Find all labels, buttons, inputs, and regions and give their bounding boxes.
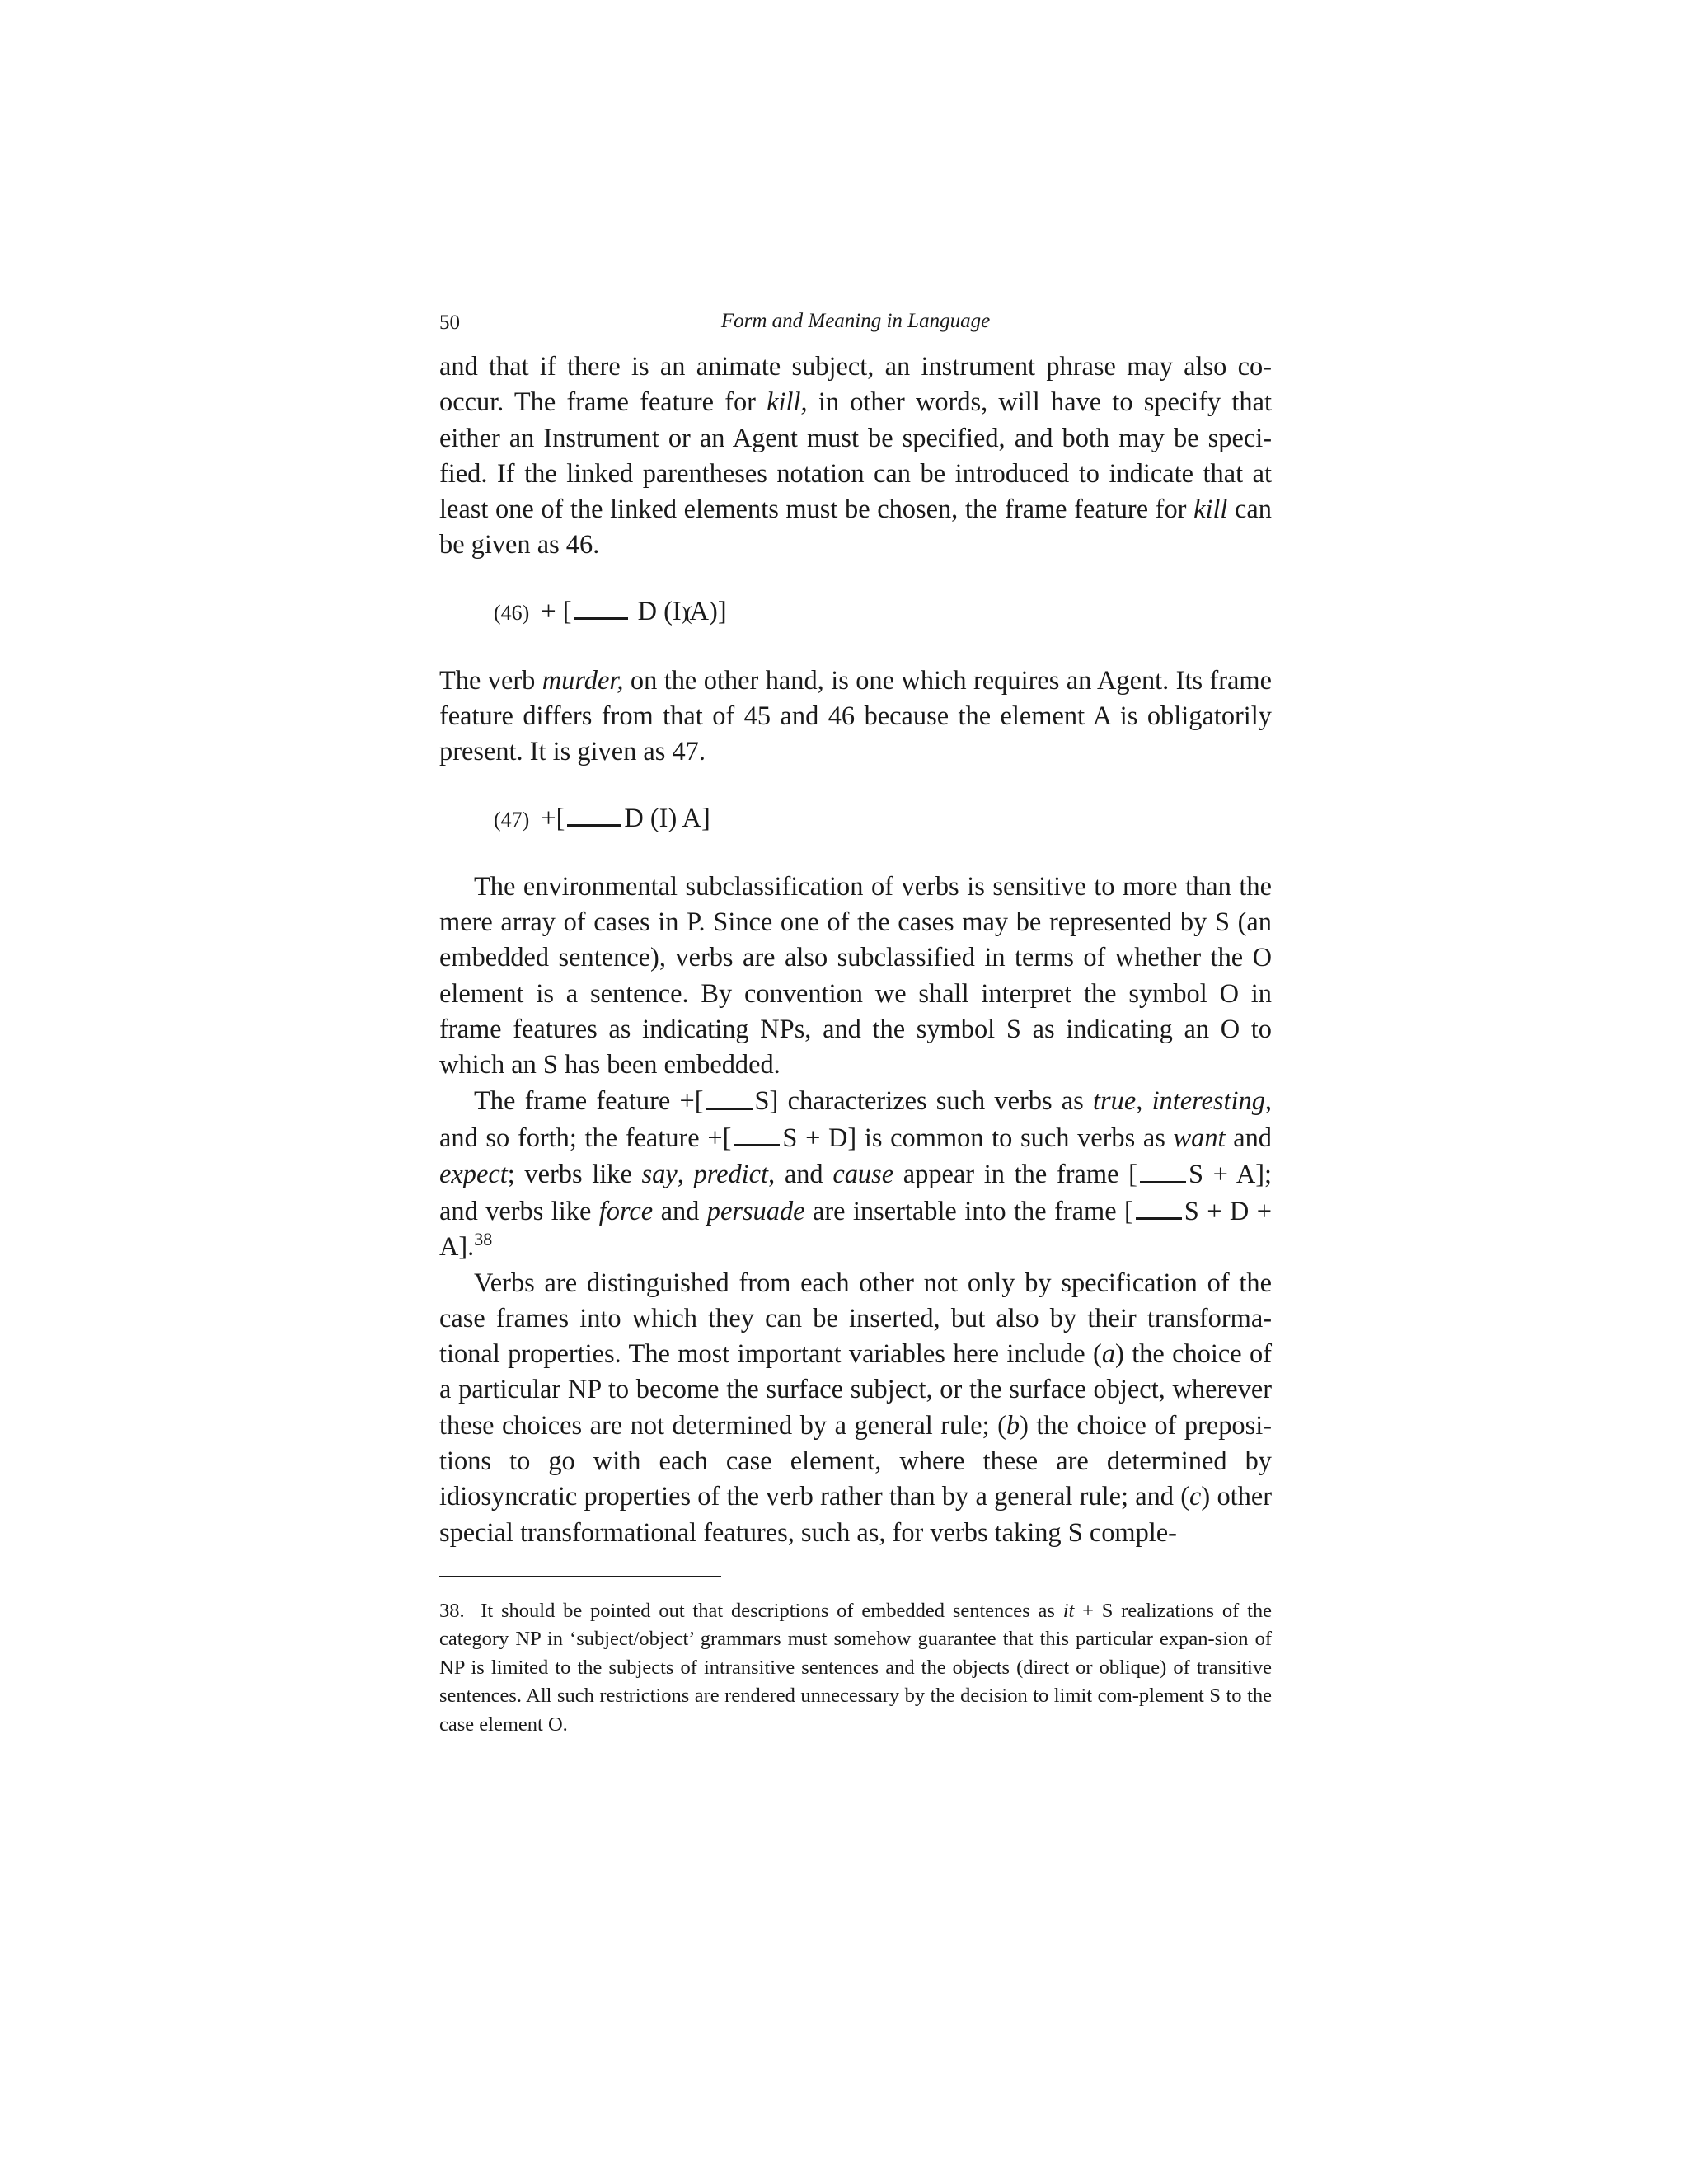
body-text [439,349,1272,1551]
linked-parentheses: )( [681,602,690,625]
term-murder: murder, [542,665,624,696]
paragraph-5: Verbs are distinguished from each other not only by specification of the case frames into which they can be inserted, but also by their transforma-tional properties. The most important variables here include (a) the choice of a particular NP to become the surface subject, or the surface object, wherever these choices are not determined by a general rule; (b) the choice of preposi-tions to go with each case element, where these are determined by idiosyncratic properties of the verb rather than by a general rule; and (c) other special transformational features, such as, for verbs taking S comple- [439,1268,1273,1548]
paragraph-4: The frame feature +[ S] characterizes such verbs as true, interesting, and so forth; the feature +[ S + D] is common to such verbs as want and expect; verbs like say, predict, and cause appear in the frame [ S + A]; and verbs like force and persuade are insertable into the frame [ S + D + A].$^{38}$ [439,1083,1272,1265]
example-number: (46) [494,600,530,625]
footnote-divider [439,1576,721,1577]
example-number: (47) [494,807,530,832]
frame-blank [574,593,628,620]
footnote-reference[interactable]: 38 [474,1229,493,1250]
footnote-38: 38. It should be pointed out that descriptions of embedded sentences as it + S realizations of the category NP in ‘subject/object’ grammars must somehow guarantee that this particular expan-sion of NP is limited to the subjects of intransitive sentences and the objects (direct or oblique) of transitive sentences. All such restrictions are rendered unnecessary by the decision to limit com-plement S to the case element O. [439,1599,1273,1736]
example-46: (46) + [ D (I)(A)] [494,591,1272,635]
running-head [439,305,1272,338]
paragraph-2: The verb murder, on the other hand, is one which requires an Agent. Its frame feature differs from that of 45 and 46 because the element A is obligatorily present. It is given as 47. [439,665,1273,767]
frame-blank [706,1083,753,1109]
frame-blank [567,800,621,827]
frame-blank [734,1120,780,1146]
paragraph-1: and that if there is an animate subject, an instrument phrase may also co-occur. The frame feature for kill, in other words, will have to specify that either an Instrument or an Agent must be specified, and both may be speci-fied. If the linked parentheses notation can be introduced to indicate that at least one of the linked elements must be chosen, the frame feature for kill can be given as 46. [439,352,1273,560]
paragraph-3: The environmental subclassification of verbs is sensitive to more than the mere array of cases in P. Since one of the cases may be represented by S (an embedded sentence), verbs are also subclassified in terms of whether the O element is a sentence. By convention we shall interpret the symbol O in frame features as indicating NPs, and the symbol S as indicating an O to which an S has been embedded. [439,871,1272,1080]
footnote-number: 38. [439,1599,465,1622]
frame-blank [1140,1156,1186,1183]
book-page [439,305,1272,1739]
page-number: 50 [439,312,460,334]
running-title: Form and Meaning in Language [720,310,991,332]
term-kill: kill [1193,494,1228,525]
frame-blank [1136,1193,1182,1220]
term-kill: kill, [767,387,808,418]
example-47: (47) +[ D (I) A] [494,798,1272,841]
